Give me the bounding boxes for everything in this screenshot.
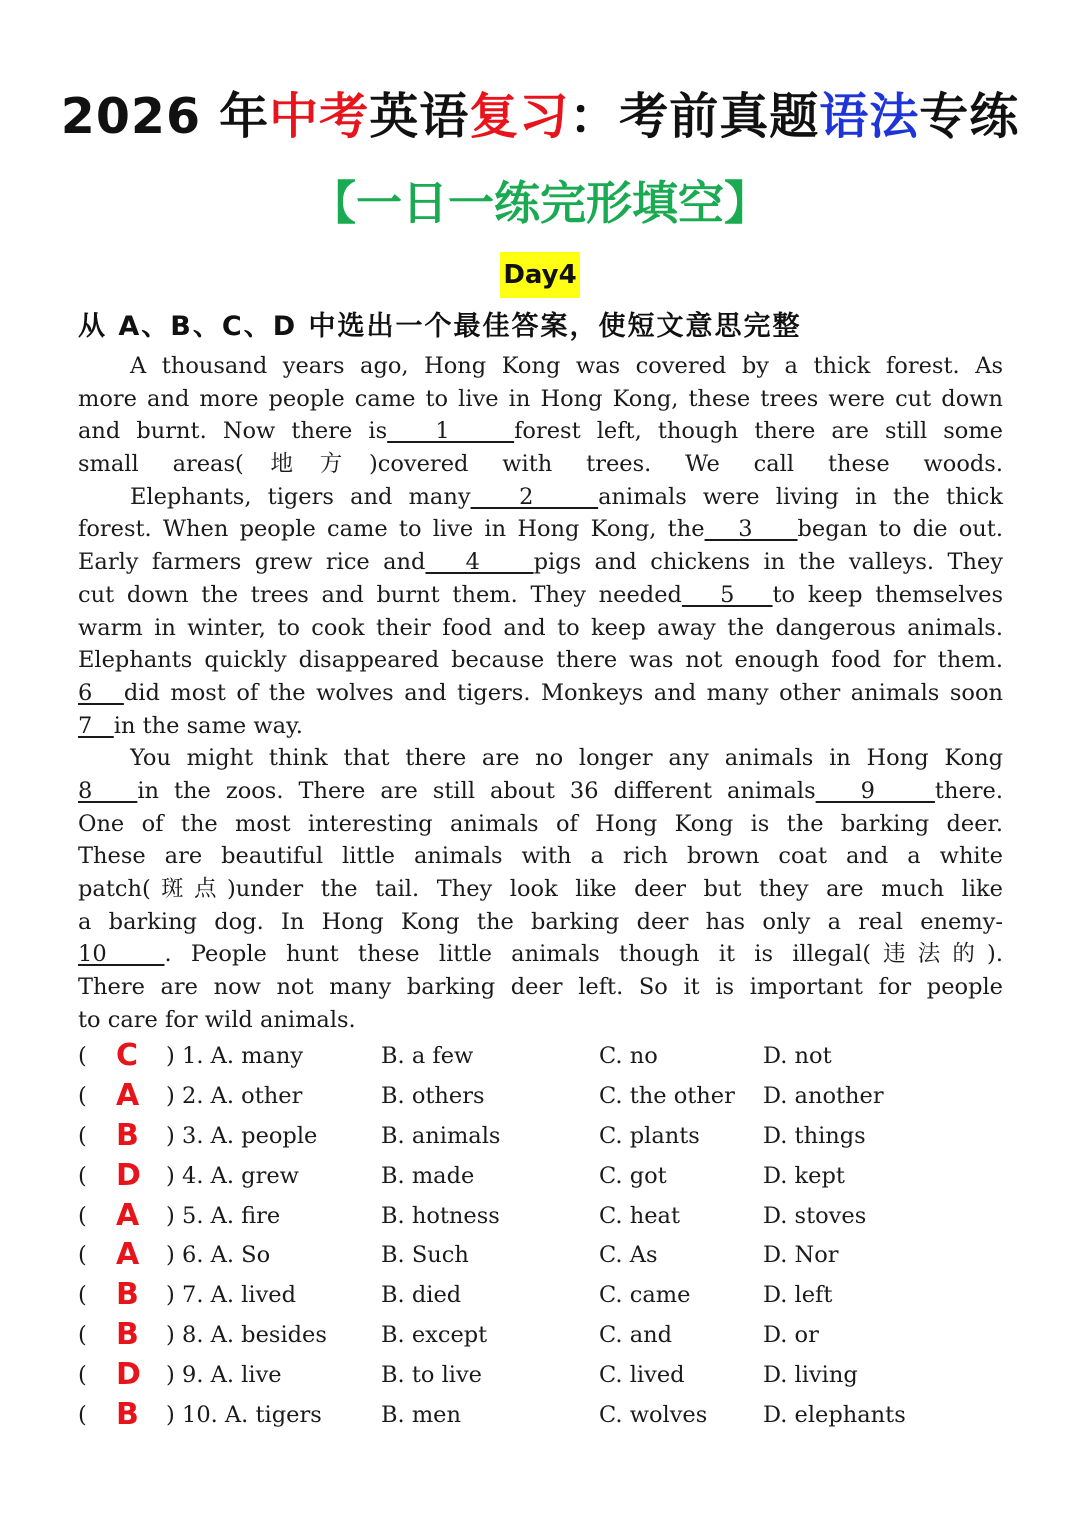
blank-10: 10 xyxy=(78,941,165,968)
option-b: B. a few xyxy=(381,1043,474,1069)
passage-line: to care for wild animals. xyxy=(78,1006,356,1033)
open-paren: ( xyxy=(78,1282,87,1309)
title-practice: 专练 xyxy=(919,88,1020,145)
open-paren: ( xyxy=(78,1162,87,1189)
passage-line: You might think that there are no longer any animals in Hong Kong xyxy=(130,745,1003,772)
passage-line: There are now not many barking deer left. So it is important for people xyxy=(78,974,1003,1001)
passage-line: 10 . People hunt these little animals though it is illegal(违法的). xyxy=(78,941,1003,968)
title-zhongkao: 中考 xyxy=(269,88,370,145)
question-row xyxy=(78,1235,1008,1275)
open-paren: ( xyxy=(78,1362,87,1389)
option-a: 7. A. lived xyxy=(182,1282,296,1309)
option-b: B. men xyxy=(381,1402,461,1429)
open-paren: ( xyxy=(78,1043,87,1069)
option-b: B. to live xyxy=(381,1362,482,1389)
option-d: D. kept xyxy=(763,1162,845,1189)
blank-2: 2 xyxy=(470,483,599,510)
page-subtitle: 【一日一练完形填空】 xyxy=(310,176,770,230)
passage-line: warm in winter, to cook their food and to keep away the dangerous animals. xyxy=(78,614,1003,641)
answer-letter: D xyxy=(116,1157,141,1193)
blank-4: 4 xyxy=(425,549,534,576)
blank-6: 6 xyxy=(78,679,124,706)
option-a: 2. A. other xyxy=(182,1082,303,1109)
answer-letter: B xyxy=(116,1317,139,1353)
answer-letter: A xyxy=(116,1237,140,1273)
option-a: 1. A. many xyxy=(182,1043,304,1069)
passage-line: Elephants, tigers and many 2 animals were living in the thick xyxy=(130,483,1003,510)
blank-1: 1 xyxy=(387,418,515,445)
question-row xyxy=(78,1156,1008,1196)
close-paren: ) xyxy=(166,1282,175,1309)
close-paren: ) xyxy=(166,1322,175,1349)
title-review: 复习 xyxy=(469,88,570,145)
option-d: D. or xyxy=(763,1322,819,1349)
close-paren: ) xyxy=(166,1362,175,1389)
option-b: B. Such xyxy=(381,1242,469,1269)
option-c: C. the other xyxy=(599,1082,735,1109)
blank-8: 8 xyxy=(78,777,138,804)
open-paren: ( xyxy=(78,1402,87,1429)
passage-line: Early farmers grew rice and 4 pigs and chickens in the valleys. They xyxy=(78,549,1003,576)
option-c: C. came xyxy=(599,1282,691,1309)
option-c: C. As xyxy=(599,1242,658,1269)
passage-line: 6 did most of the wolves and tigers. Monkeys and many other animals soon xyxy=(78,679,1003,706)
passage-line: These are beautiful little animals with a rich brown coat and a white xyxy=(78,843,1003,870)
close-paren: ) xyxy=(166,1242,175,1269)
passage-line: small areas(地方)covered with trees. We call these woods. xyxy=(78,451,1003,478)
passage-line: 8 in the zoos. There are still about 36 different animals 9 there. xyxy=(78,777,1003,804)
option-a: 10. A. tigers xyxy=(182,1402,322,1429)
option-a: 6. A. So xyxy=(182,1242,271,1269)
close-paren: ) xyxy=(166,1082,175,1109)
title-grammar: 语法 xyxy=(819,88,920,145)
option-d: D. elephants xyxy=(763,1402,906,1429)
answer-letter: C xyxy=(116,1038,139,1073)
passage-line: a barking dog. In Hong Kong the barking deer has only a real enemy- xyxy=(78,908,1003,935)
passage-line: cut down the trees and burnt them. They needed 5 to keep themselves xyxy=(78,581,1004,608)
passage-line: forest. When people came to live in Hong Kong, the 3 began to die out. xyxy=(78,516,1003,543)
close-paren: ) xyxy=(166,1402,175,1429)
passage-line: and burnt. Now there is 1 forest left, though there are still some xyxy=(78,418,1003,445)
blank-3: 3 xyxy=(704,516,798,543)
option-a: 3. A. people xyxy=(182,1122,318,1149)
blank-5: 5 xyxy=(681,581,773,608)
option-b: B. except xyxy=(381,1322,488,1349)
option-d: D. living xyxy=(763,1362,858,1389)
close-paren: ) xyxy=(166,1122,175,1149)
option-b: B. hotness xyxy=(381,1202,500,1229)
title-english: 英语 xyxy=(369,88,470,145)
day-badge: Day4 xyxy=(500,252,580,298)
option-c: C. plants xyxy=(599,1122,700,1149)
option-c: C. and xyxy=(599,1322,673,1349)
blank-9: 9 xyxy=(815,777,935,804)
close-paren: ) xyxy=(166,1043,175,1069)
close-paren: ) xyxy=(166,1162,175,1189)
open-paren: ( xyxy=(78,1122,87,1149)
option-b: B. died xyxy=(381,1282,462,1309)
answer-letter: A xyxy=(116,1077,140,1113)
option-a: 8. A. besides xyxy=(182,1322,327,1349)
option-d: D. not xyxy=(763,1043,832,1069)
option-b: B. made xyxy=(381,1162,475,1189)
option-b: B. animals xyxy=(381,1122,501,1149)
option-a: 4. A. grew xyxy=(182,1162,299,1189)
option-b: B. others xyxy=(381,1082,485,1109)
question-row xyxy=(78,1275,1008,1315)
option-a: 9. A. live xyxy=(182,1362,282,1389)
question-row xyxy=(78,1315,1008,1355)
passage-line: One of the most interesting animals of Hong Kong is the barking deer. xyxy=(78,810,1003,837)
title-real-exam: ：考前真题 xyxy=(569,88,820,145)
answer-letter: B xyxy=(116,1117,139,1153)
passage-line: patch(斑点)under the tail. They look like deer but they are much like xyxy=(78,876,1003,902)
title-year: 2026 年 xyxy=(60,88,270,145)
option-c: C. wolves xyxy=(599,1402,708,1429)
question-row xyxy=(78,1395,1008,1435)
question-row xyxy=(78,1076,1008,1116)
answer-letter: B xyxy=(116,1277,139,1313)
answer-letter: B xyxy=(116,1397,139,1433)
open-paren: ( xyxy=(78,1322,87,1349)
question-row xyxy=(78,1355,1008,1395)
option-d: D. things xyxy=(763,1122,866,1149)
option-d: D. Nor xyxy=(763,1242,839,1269)
close-paren: ) xyxy=(166,1202,175,1229)
open-paren: ( xyxy=(78,1242,87,1269)
passage-line: more and more people came to live in Hong Kong, these trees were cut down xyxy=(78,385,1003,412)
question-row xyxy=(78,1196,1008,1236)
blank-7: 7 xyxy=(78,712,114,739)
option-d: D. stoves xyxy=(763,1202,867,1229)
option-c: C. got xyxy=(599,1162,667,1189)
open-paren: ( xyxy=(78,1082,87,1109)
open-paren: ( xyxy=(78,1202,87,1229)
passage-line: A thousand years ago, Hong Kong was covered by a thick forest. As xyxy=(130,353,1003,379)
option-d: D. another xyxy=(763,1082,884,1109)
question-list xyxy=(78,1036,1008,1435)
question-row xyxy=(78,1036,1008,1076)
instruction-text: 从 A、B、C、D 中选出一个最佳答案，使短文意思完整 xyxy=(78,311,802,342)
option-c: C. heat xyxy=(599,1202,680,1229)
page-title xyxy=(0,82,1080,152)
passage-line: Elephants quickly disappeared because there was not enough food for them. xyxy=(78,647,1003,674)
option-a: 5. A. fire xyxy=(182,1202,281,1229)
passage-line: 7 in the same way. xyxy=(78,712,303,739)
option-d: D. left xyxy=(763,1282,833,1309)
option-c: C. lived xyxy=(599,1362,685,1389)
option-c: C. no xyxy=(599,1043,658,1069)
question-row xyxy=(78,1116,1008,1156)
cloze-passage xyxy=(78,350,1003,1036)
answer-letter: A xyxy=(116,1197,140,1233)
answer-letter: D xyxy=(116,1357,141,1393)
